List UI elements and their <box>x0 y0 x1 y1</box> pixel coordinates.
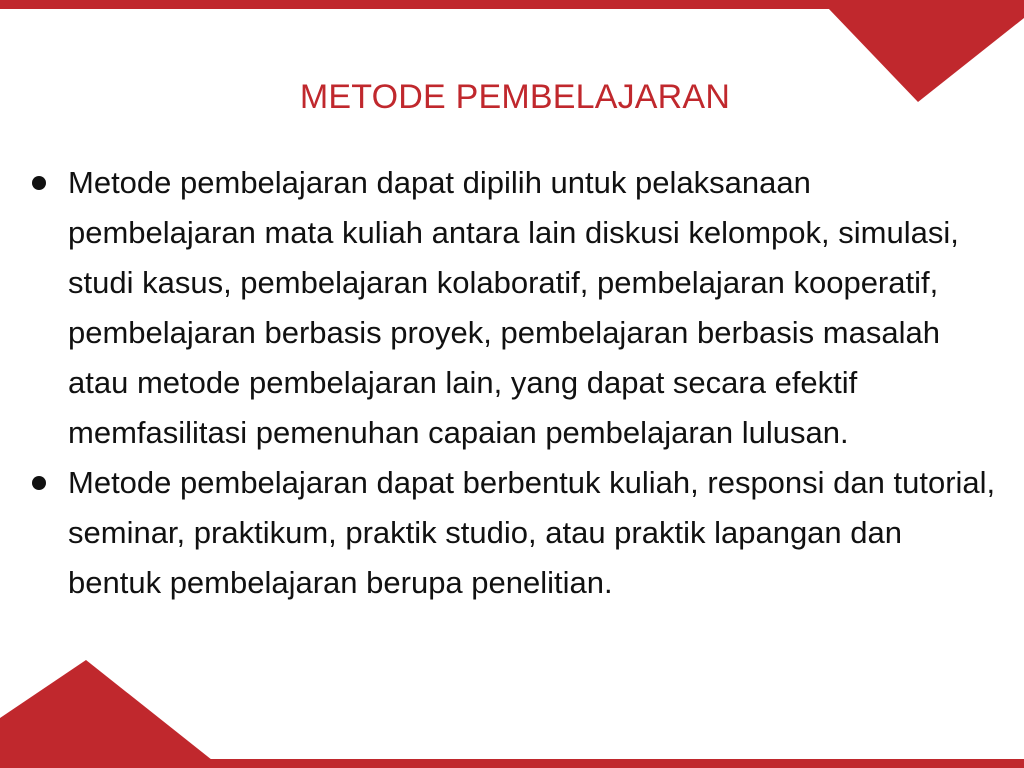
bullet-list <box>30 158 1000 608</box>
bullet-item <box>30 158 1000 458</box>
bullet-text: Metode pembelajaran dapat dipilih untuk pelaksanaan pembelajaran mata kuliah antara lain diskusi kelompok, simulasi, studi kasus, pembelajaran kolaboratif, pembelajaran kooperatif, pembelajaran berbasis proyek, pembelajaran berbasis masalah atau metode pembelajaran lain, yang dapat secara efektif memfasilitasi pemenuhan capaian pembelajaran lulusan. <box>68 165 959 450</box>
bottom-left-triangle <box>0 660 212 760</box>
bullet-item <box>30 458 1000 608</box>
bullet-dot-icon <box>32 176 46 190</box>
bottom-accent-bar <box>0 759 1024 768</box>
bullet-dot-icon <box>32 476 46 490</box>
bullet-text: Metode pembelajaran dapat berbentuk kuliah, responsi dan tutorial, seminar, praktikum, praktik studio, atau praktik lapangan dan bentuk pembelajaran berupa penelitian. <box>68 465 996 600</box>
slide-title: METODE PEMBELAJARAN <box>299 78 731 116</box>
